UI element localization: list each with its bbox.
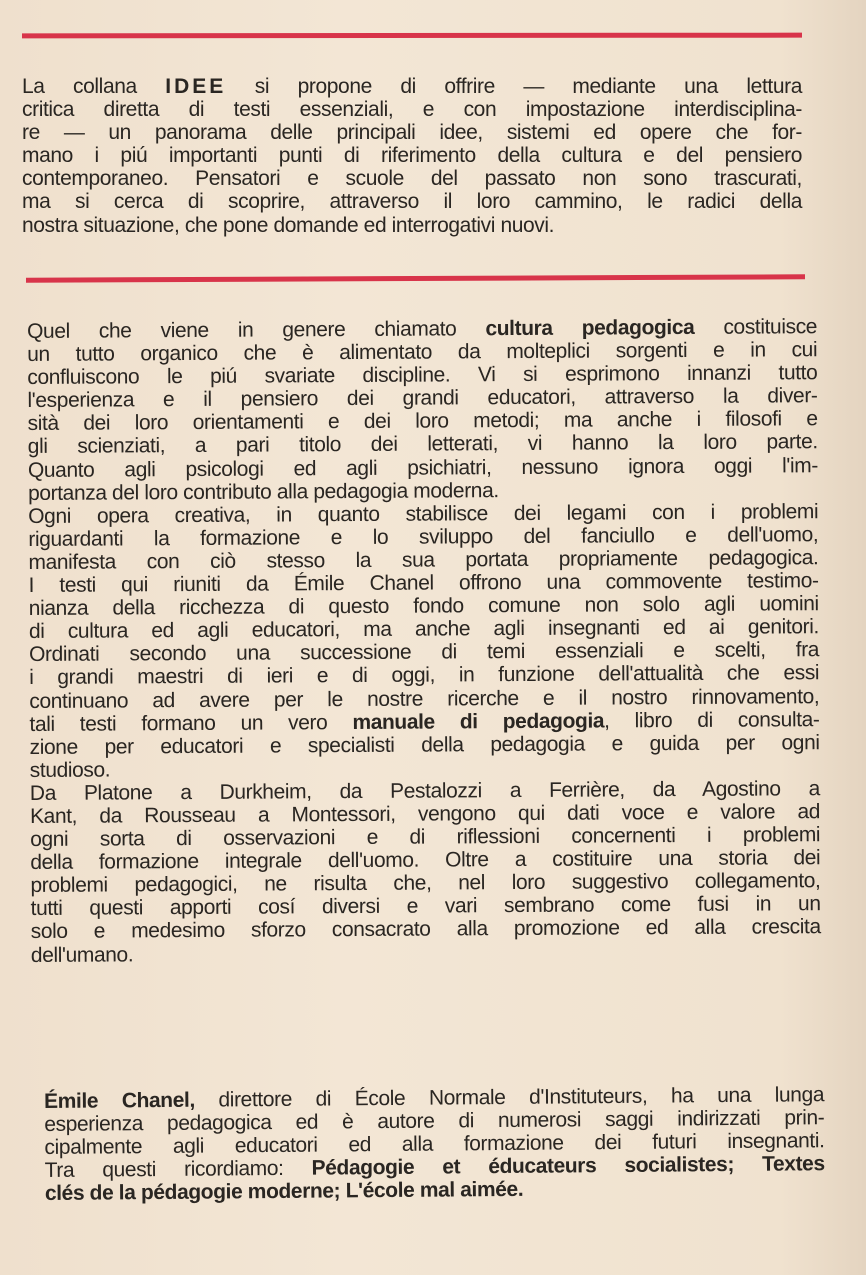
- text-segment: continuano ad avere per le nostre ricerche e il nostro rinnovamento,: [29, 684, 820, 713]
- text-segment: direttore di École Normale d'Instituteurs, ha una lunga: [194, 1083, 825, 1112]
- bold-text: manuale di pedagogia: [352, 709, 605, 734]
- text-line-content: [31, 943, 133, 967]
- text-segment: riguardanti la formazione e lo sviluppo del fanciullo e dell'uomo,: [28, 523, 819, 551]
- text-line: [28, 454, 818, 482]
- text-line: [22, 214, 802, 237]
- text-segment: di cultura ed agli educatori, ma anche agli insegnanti ed ai genitori.: [28, 615, 819, 644]
- text-segment: solo e medesimo sforzo consacrato alla promozione ed alla crescita: [30, 915, 821, 944]
- text-line-content: [22, 214, 554, 237]
- text-segment: manifesta con ciò stesso la sua portata propriamente pedagogica.: [28, 546, 819, 574]
- text-line: [22, 190, 802, 213]
- text-segment: cipalmente agli educatori ed alla formazione dei futuri insegnanti.: [44, 1129, 825, 1160]
- text-segment: critica diretta di testi essenziali, e con impostazione interdisciplina-: [22, 98, 802, 122]
- text-line-content: [28, 454, 818, 482]
- text-segment: confluiscono le piú svariate discipline. Vi si esprimono innanzi tutto: [27, 361, 818, 390]
- text-line: [22, 167, 802, 190]
- text-segment: gli scienziati, a pari titolo dei letterati, vi hanno la loro parte.: [27, 430, 818, 459]
- middle-red-rule: [26, 274, 805, 282]
- text-segment: i grandi maestri di ieri e di oggi, in funzione dell'attualità che essi: [29, 661, 820, 690]
- text-line: [31, 916, 821, 944]
- text-segment: costituisce: [694, 315, 818, 339]
- text-segment: Kant, da Rousseau a Montessori, vengono qui dati voce e valore ad: [29, 800, 821, 828]
- text-segment: esperienza pedagogica ed è autore di numerosi saggi indirizzati prin-: [44, 1106, 825, 1137]
- series-description: [22, 75, 802, 237]
- text-segment: Da Platone a Durkheim, da Pestalozzi a Ferrière, da Agostino a: [29, 777, 820, 805]
- text-line-content: [28, 479, 499, 505]
- text-line-content: [45, 1178, 523, 1205]
- text-segment: della formazione integrale dell'uomo. Oltre a costituire una storia dei: [30, 846, 821, 875]
- bold-text: clés de la pédagogie moderne; L'école mal aimée.: [44, 1178, 524, 1206]
- author-bio: [44, 1083, 825, 1205]
- text-line: [22, 75, 802, 98]
- text-segment: mano i piú importanti punti di riferimento della cultura e del pensiero: [22, 144, 802, 168]
- text-segment: sità dei loro orientamenti e dei loro metodi; ma anche i filosofi e: [27, 407, 818, 436]
- text-segment: Ordinati secondo una successione di temi essenziali e scelti, fra: [28, 638, 820, 667]
- text-segment: zione per educatori e specialisti della pedagogia e guida per ogni: [29, 730, 820, 759]
- text-segment: I testi qui riuniti da Émile Chanel offrono una commovente testimo-: [28, 569, 819, 598]
- text-segment: , libro di consulta-: [604, 707, 820, 733]
- text-line: [22, 144, 802, 167]
- text-segment: contemporaneo. Pensatori e scuole del passato non sono trascurati,: [22, 167, 802, 191]
- text-segment: re — un panorama delle principali idee, sistemi ed opere che for-: [22, 121, 802, 145]
- bold-text: cultura pedagogica: [485, 315, 695, 341]
- text-segment: si propone di offrire — mediante una lettura: [226, 75, 802, 98]
- text-line-content: [30, 758, 111, 781]
- text-line-content: [30, 731, 820, 759]
- text-segment: problemi pedagogici, ne risulta che, nel loro suggestivo collegamento,: [30, 869, 821, 898]
- text-segment: ma si cerca di scoprire, attraverso il loro cammino, le radici della: [22, 190, 802, 214]
- text-line-content: [22, 190, 802, 213]
- book-description: [27, 315, 821, 966]
- text-line: [22, 98, 802, 121]
- text-segment: La collana: [22, 75, 166, 98]
- text-line-content: [22, 98, 802, 121]
- text-line-content: [31, 916, 821, 944]
- bold-text: Pédagogie et éducateurs socialistes; Textes: [311, 1152, 825, 1180]
- text-line: [30, 731, 820, 759]
- text-segment: nostra situazione, che pone domande ed interrogativi nuovi.: [22, 213, 555, 237]
- text-segment: portanza del loro contributo alla pedagogia moderna.: [27, 478, 499, 505]
- bold-text: IDEE: [165, 75, 227, 98]
- text-line-content: [22, 121, 802, 144]
- text-segment: nianza della ricchezza di questo fondo comune non solo agli uomini: [28, 592, 819, 621]
- text-line: [31, 939, 821, 967]
- top-red-rule: [22, 33, 802, 39]
- text-segment: un tutto organico che è alimentato da molteplici sorgenti e in cui: [27, 338, 818, 367]
- text-line-content: [22, 75, 802, 98]
- text-segment: Quanto agli psicologi ed agli psichiatri, nessuno ignora oggi l'im-: [27, 453, 818, 482]
- text-line-content: [22, 167, 802, 190]
- text-segment: Tra questi ricordiamo:: [44, 1156, 312, 1183]
- text-segment: ogni sorta di osservazioni e di riflessioni concernenti i problemi: [30, 823, 821, 852]
- text-segment: dell'umano.: [30, 942, 134, 967]
- bold-text: Émile Chanel,: [44, 1088, 195, 1113]
- text-segment: tutti questi apporti cosí diversi e vari sembrano come fusi in un: [30, 892, 821, 921]
- text-segment: Ogni opera creativa, in quanto stabilisce dei legami con i problemi: [28, 499, 819, 528]
- text-segment: studioso.: [29, 758, 111, 782]
- text-line-content: [22, 144, 802, 167]
- text-segment: l'esperienza e il pensiero dei grandi educatori, attraverso la diver-: [27, 384, 818, 413]
- text-line: [22, 121, 802, 144]
- text-segment: tali testi formano un vero: [29, 710, 353, 736]
- text-segment: Quel che viene in genere chiamato: [27, 317, 486, 343]
